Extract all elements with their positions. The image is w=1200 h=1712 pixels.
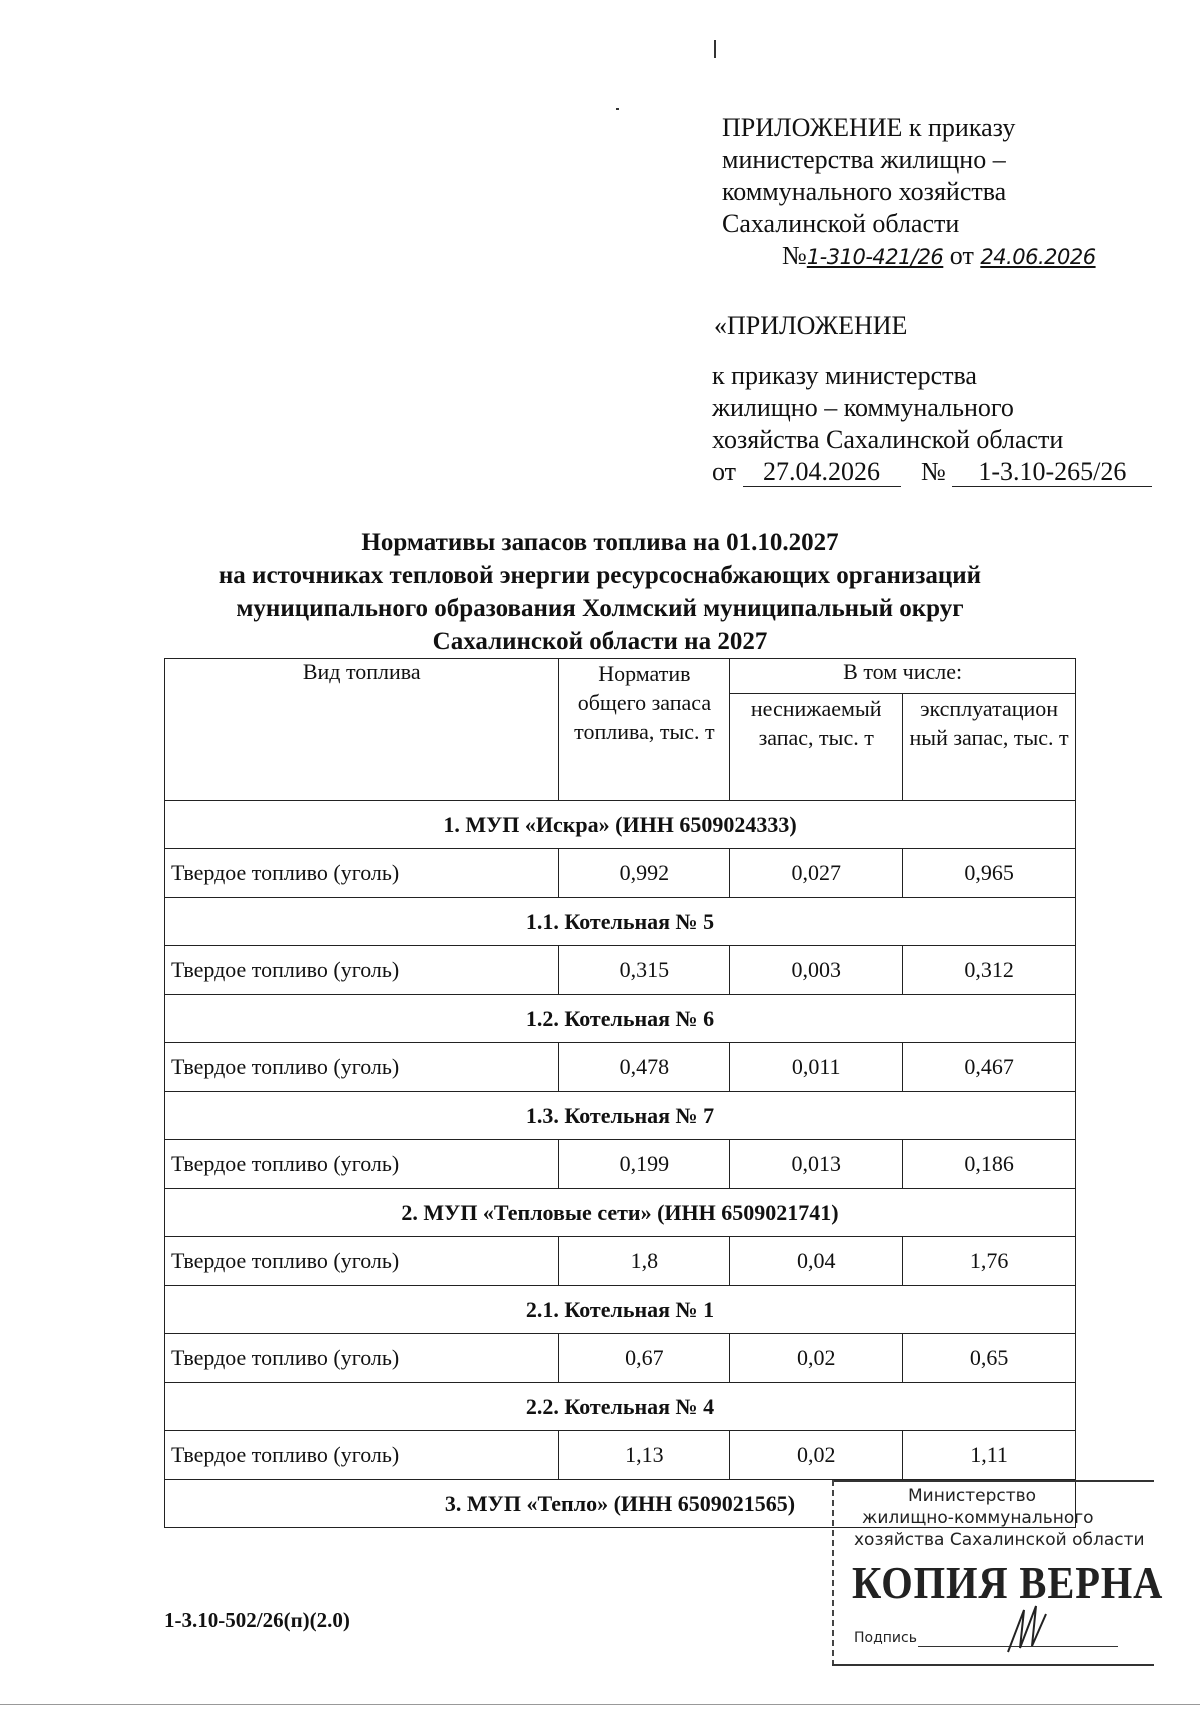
group-row bbox=[165, 1092, 1076, 1140]
non-reducible-cell: 0,02 bbox=[730, 1334, 903, 1383]
header-operational: эксплуатацион ный запас, тыс. т bbox=[903, 694, 1076, 801]
group-row bbox=[165, 995, 1076, 1043]
title-line: Сахалинской области на 2027 bbox=[432, 628, 768, 655]
group-label: 3. МУП «Тепло» (ИНН 6509021565) bbox=[165, 1480, 1076, 1528]
operational-cell: 0,467 bbox=[903, 1043, 1076, 1092]
copy-certified-stamp bbox=[832, 1480, 1164, 1666]
group-row bbox=[165, 1286, 1076, 1334]
group-label: 2.1. Котельная № 1 bbox=[165, 1286, 1076, 1334]
group-label: 1.3. Котельная № 7 bbox=[165, 1092, 1076, 1140]
non-reducible-cell: 0,02 bbox=[730, 1431, 903, 1480]
handwritten-signature bbox=[1002, 1600, 1052, 1656]
group-row bbox=[165, 898, 1076, 946]
group-label: 1. МУП «Искра» (ИНН 6509024333) bbox=[165, 801, 1076, 849]
group-label: 2.2. Котельная № 4 bbox=[165, 1383, 1076, 1431]
operational-cell: 0,65 bbox=[903, 1334, 1076, 1383]
appendix-line: Сахалинской области bbox=[722, 209, 960, 238]
original-appendix bbox=[712, 310, 1152, 488]
table-row bbox=[165, 946, 1076, 995]
original-appendix-heading: «ПРИЛОЖЕНИЕ bbox=[714, 311, 908, 340]
table-row bbox=[165, 1237, 1076, 1286]
operational-cell: 0,312 bbox=[903, 946, 1076, 995]
date-prefix: от bbox=[712, 457, 737, 486]
total-cell: 1,8 bbox=[559, 1237, 730, 1286]
stamp-border bbox=[832, 1480, 1154, 1482]
date-prefix: от bbox=[949, 241, 974, 270]
non-reducible-cell: 0,011 bbox=[730, 1043, 903, 1092]
operational-cell: 0,186 bbox=[903, 1140, 1076, 1189]
group-row bbox=[165, 1189, 1076, 1237]
appendix-header bbox=[722, 112, 1096, 270]
total-cell: 0,67 bbox=[559, 1334, 730, 1383]
original-date-line bbox=[712, 456, 1152, 488]
scan-edge bbox=[0, 1704, 1200, 1705]
original-number: 1-3.10-265/26 bbox=[952, 458, 1152, 487]
table-row bbox=[165, 1431, 1076, 1480]
appendix-line: коммунального хозяйства bbox=[722, 177, 1007, 206]
header-including: В том числе: bbox=[730, 659, 1076, 694]
original-date: 27.04.2026 bbox=[743, 458, 901, 487]
title-line: Нормативы запасов топлива на 01.10.2027 bbox=[361, 529, 839, 556]
group-label: 1.2. Котельная № 6 bbox=[165, 995, 1076, 1043]
group-row bbox=[165, 1383, 1076, 1431]
number-prefix: № bbox=[782, 241, 807, 270]
total-cell: 1,13 bbox=[559, 1431, 730, 1480]
fuel-cell: Твердое топливо (уголь) bbox=[165, 1431, 559, 1480]
stamp-border bbox=[832, 1480, 834, 1666]
group-label: 2. МУП «Тепловые сети» (ИНН 6509021741) bbox=[165, 1189, 1076, 1237]
table-row bbox=[165, 849, 1076, 898]
title-line: муниципального образования Холмский муниципальный округ bbox=[236, 595, 964, 622]
fuel-cell: Твердое топливо (уголь) bbox=[165, 1043, 559, 1092]
non-reducible-cell: 0,04 bbox=[730, 1237, 903, 1286]
appendix-line: министерства жилищно – bbox=[722, 145, 1006, 174]
scan-mark bbox=[714, 40, 716, 58]
order-number-line bbox=[782, 240, 1096, 273]
stamp-line: Министерство bbox=[908, 1486, 1037, 1506]
total-cell: 0,992 bbox=[559, 849, 730, 898]
operational-cell: 1,76 bbox=[903, 1237, 1076, 1286]
total-cell: 0,315 bbox=[559, 946, 730, 995]
non-reducible-cell: 0,027 bbox=[730, 849, 903, 898]
fuel-norms-table bbox=[164, 658, 1076, 1528]
group-label: 1.1. Котельная № 5 bbox=[165, 898, 1076, 946]
non-reducible-cell: 0,003 bbox=[730, 946, 903, 995]
operational-cell: 1,11 bbox=[903, 1431, 1076, 1480]
scan-mark bbox=[616, 108, 619, 110]
order-date: 24.06.2026 bbox=[980, 245, 1096, 269]
fuel-cell: Твердое топливо (уголь) bbox=[165, 1140, 559, 1189]
operational-cell: 0,965 bbox=[903, 849, 1076, 898]
total-cell: 0,478 bbox=[559, 1043, 730, 1092]
header-non-reducible: неснижаемый запас, тыс. т bbox=[730, 694, 903, 801]
signature-label: Подпись bbox=[854, 1630, 917, 1646]
number-prefix: № bbox=[921, 457, 946, 486]
table-row bbox=[165, 1334, 1076, 1383]
fuel-cell: Твердое топливо (уголь) bbox=[165, 1237, 559, 1286]
stamp-line: хозяйства Сахалинской области bbox=[854, 1530, 1145, 1550]
group-row bbox=[165, 801, 1076, 849]
fuel-cell: Твердое топливо (уголь) bbox=[165, 946, 559, 995]
original-appendix-line: хозяйства Сахалинской области bbox=[712, 425, 1064, 454]
stamp-line: жилищно-коммунального bbox=[862, 1508, 1094, 1528]
document-title bbox=[0, 526, 1200, 658]
order-number: 1-310-421/26 bbox=[806, 245, 944, 269]
stamp-title: КОПИЯ ВЕРНА bbox=[852, 1557, 1164, 1608]
stamp-border bbox=[832, 1664, 1154, 1666]
table-row bbox=[165, 1140, 1076, 1189]
total-cell: 0,199 bbox=[559, 1140, 730, 1189]
original-appendix-line: жилищно – коммунального bbox=[712, 393, 1014, 422]
original-appendix-line: к приказу министерства bbox=[712, 361, 977, 390]
appendix-line: ПРИЛОЖЕНИЕ к приказу bbox=[722, 113, 1016, 142]
title-line: на источниках тепловой энергии ресурсоснабжающих организаций bbox=[218, 562, 982, 589]
document-code: 1-3.10-502/26(п)(2.0) bbox=[164, 1608, 350, 1632]
non-reducible-cell: 0,013 bbox=[730, 1140, 903, 1189]
header-total-norm: Норматив общего запаса топлива, тыс. т bbox=[559, 659, 730, 801]
fuel-cell: Твердое топливо (уголь) bbox=[165, 849, 559, 898]
header-fuel-type: Вид топлива bbox=[165, 659, 559, 801]
fuel-cell: Твердое топливо (уголь) bbox=[165, 1334, 559, 1383]
table-row bbox=[165, 1043, 1076, 1092]
